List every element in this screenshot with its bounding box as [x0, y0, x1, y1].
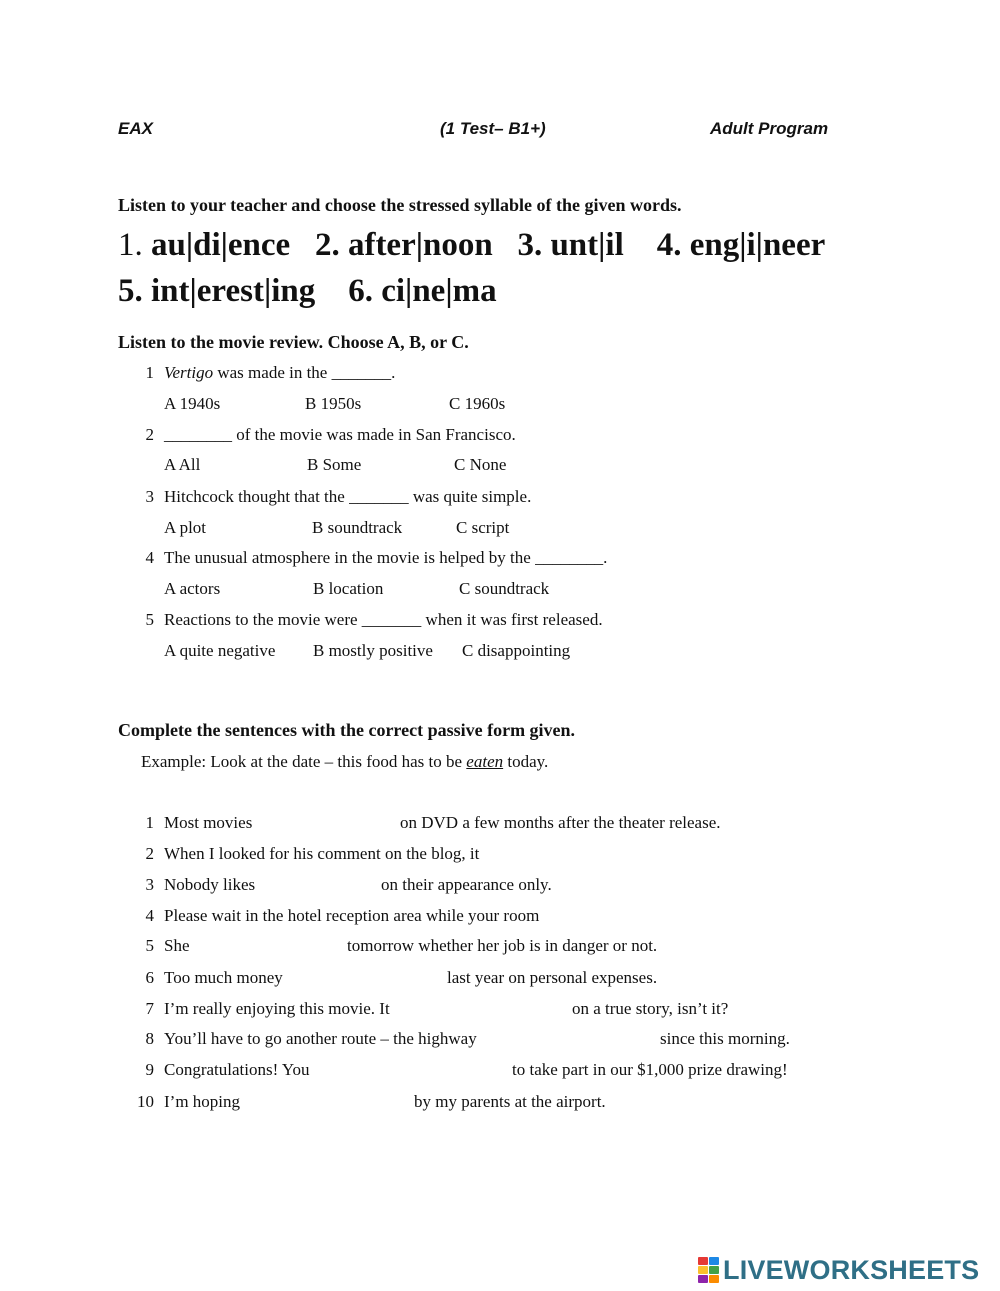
q1-option-a[interactable]: A 1940s	[164, 394, 221, 413]
logo-blocks-icon	[698, 1257, 719, 1283]
sentence-number: 2	[145, 844, 154, 863]
sentence-text: I’m hoping	[164, 1092, 241, 1111]
q5-option-b[interactable]: B mostly positive	[313, 641, 433, 660]
question-text: The unusual atmosphere in the movie is helped by the ________.	[164, 548, 608, 567]
sentence-number: 6	[145, 968, 154, 987]
sentence-7-start	[132, 999, 390, 1019]
sentence-text: You’ll have to go another route – the highway	[164, 1029, 477, 1048]
sentence-5-end: tomorrow whether her job is in danger or not.	[347, 936, 658, 955]
question-text: Hitchcock thought that the _______ was quite simple.	[164, 487, 532, 506]
sentence-text: She	[164, 936, 190, 955]
example-suffix: today.	[503, 752, 549, 771]
q2-option-a[interactable]: A All	[164, 455, 201, 474]
section2-instruction: Listen to the movie review. Choose A, B, or C.	[118, 332, 469, 352]
sentence-5-start	[132, 936, 190, 956]
section3-instruction: Complete the sentences with the correct passive form given.	[118, 720, 576, 740]
sentence-9-start	[132, 1060, 309, 1080]
sentence-text: Most movies	[164, 813, 253, 832]
stress-line-1-words: au|di|ence 2. after|noon 3. unt|il 4. eng|i|neer	[151, 227, 826, 263]
sentence-text: Too much money	[164, 968, 283, 987]
sentence-number: 7	[145, 999, 154, 1018]
example-prefix: Example: Look at the date – this food has to be	[141, 752, 467, 771]
q3-option-c[interactable]: C script	[456, 518, 510, 537]
sentence-4-start	[132, 906, 539, 926]
q4-option-a[interactable]: A actors	[164, 579, 221, 598]
sentence-3-end: on their appearance only.	[381, 875, 552, 894]
sentence-8-end: since this morning.	[660, 1029, 790, 1048]
sentence-10-end: by my parents at the airport.	[414, 1092, 606, 1111]
liveworksheets-logo	[698, 1254, 980, 1285]
question-number: 5	[145, 610, 154, 629]
sentence-2-start	[132, 844, 479, 864]
stress-words-line-1	[118, 227, 825, 264]
sentence-number: 5	[145, 936, 154, 955]
q2-option-c[interactable]: C None	[454, 455, 507, 474]
stress-words-line-2: 5. int|erest|ing 6. ci|ne|ma	[118, 273, 497, 309]
q1-option-b[interactable]: B 1950s	[305, 394, 362, 413]
mc-question-3	[132, 487, 531, 507]
sentence-6-start	[132, 968, 283, 988]
question-number: 3	[145, 487, 154, 506]
q4-option-c[interactable]: C soundtrack	[459, 579, 550, 598]
sentence-6-end: last year on personal expenses.	[447, 968, 658, 987]
sentence-number: 1	[145, 813, 154, 832]
q3-option-a[interactable]: A plot	[164, 518, 207, 537]
section1-instruction: Listen to your teacher and choose the stressed syllable of the given words.	[118, 195, 682, 215]
stress-line-1-first-number: 1.	[118, 227, 143, 263]
header-center: (1 Test– B1+)	[440, 119, 546, 138]
q1-option-c[interactable]: C 1960s	[449, 394, 506, 413]
example-sentence	[141, 752, 548, 772]
header-right: Adult Program	[710, 119, 829, 138]
sentence-text: Nobody likes	[164, 875, 256, 894]
sentence-1-end: on DVD a few months after the theater release.	[400, 813, 721, 832]
sentence-7-end: on a true story, isn’t it?	[572, 999, 729, 1018]
q5-option-c[interactable]: C disappointing	[462, 641, 571, 660]
sentence-number: 3	[145, 875, 154, 894]
movie-title: Vertigo	[164, 363, 214, 382]
sentence-10-start	[132, 1092, 240, 1112]
header-left: EAX	[118, 119, 153, 138]
logo-text: LIVEWORKSHEETS	[723, 1254, 980, 1285]
sentence-9-end: to take part in our $1,000 prize drawing!	[512, 1060, 788, 1079]
question-number: 4	[145, 548, 154, 567]
question-text: was made in the _______.	[213, 363, 396, 382]
mc-question-5	[132, 610, 603, 630]
sentence-text: Congratulations! You	[164, 1060, 310, 1079]
sentence-8-start	[132, 1029, 477, 1049]
q5-option-a[interactable]: A quite negative	[164, 641, 276, 660]
sentence-text: I’m really enjoying this movie. It	[164, 999, 390, 1018]
question-text: Reactions to the movie were _______ when it was first released.	[164, 610, 603, 629]
mc-question-1	[132, 363, 395, 383]
q4-option-b[interactable]: B location	[313, 579, 384, 598]
q2-option-b[interactable]: B Some	[307, 455, 362, 474]
mc-question-2	[132, 425, 516, 445]
sentence-1-start	[132, 813, 252, 833]
question-number: 1	[145, 363, 154, 382]
sentence-number: 9	[145, 1060, 154, 1079]
sentence-text: When I looked for his comment on the blog, it	[164, 844, 480, 863]
question-text: ________ of the movie was made in San Francisco.	[164, 425, 516, 444]
q3-option-b[interactable]: B soundtrack	[312, 518, 403, 537]
sentence-number: 10	[137, 1092, 154, 1111]
mc-question-4	[132, 548, 607, 568]
example-answer: eaten	[466, 752, 504, 771]
sentence-number: 4	[145, 906, 154, 925]
sentence-text: Please wait in the hotel reception area while your room	[164, 906, 540, 925]
sentence-number: 8	[145, 1029, 154, 1048]
question-number: 2	[145, 425, 154, 444]
sentence-3-start	[132, 875, 255, 895]
